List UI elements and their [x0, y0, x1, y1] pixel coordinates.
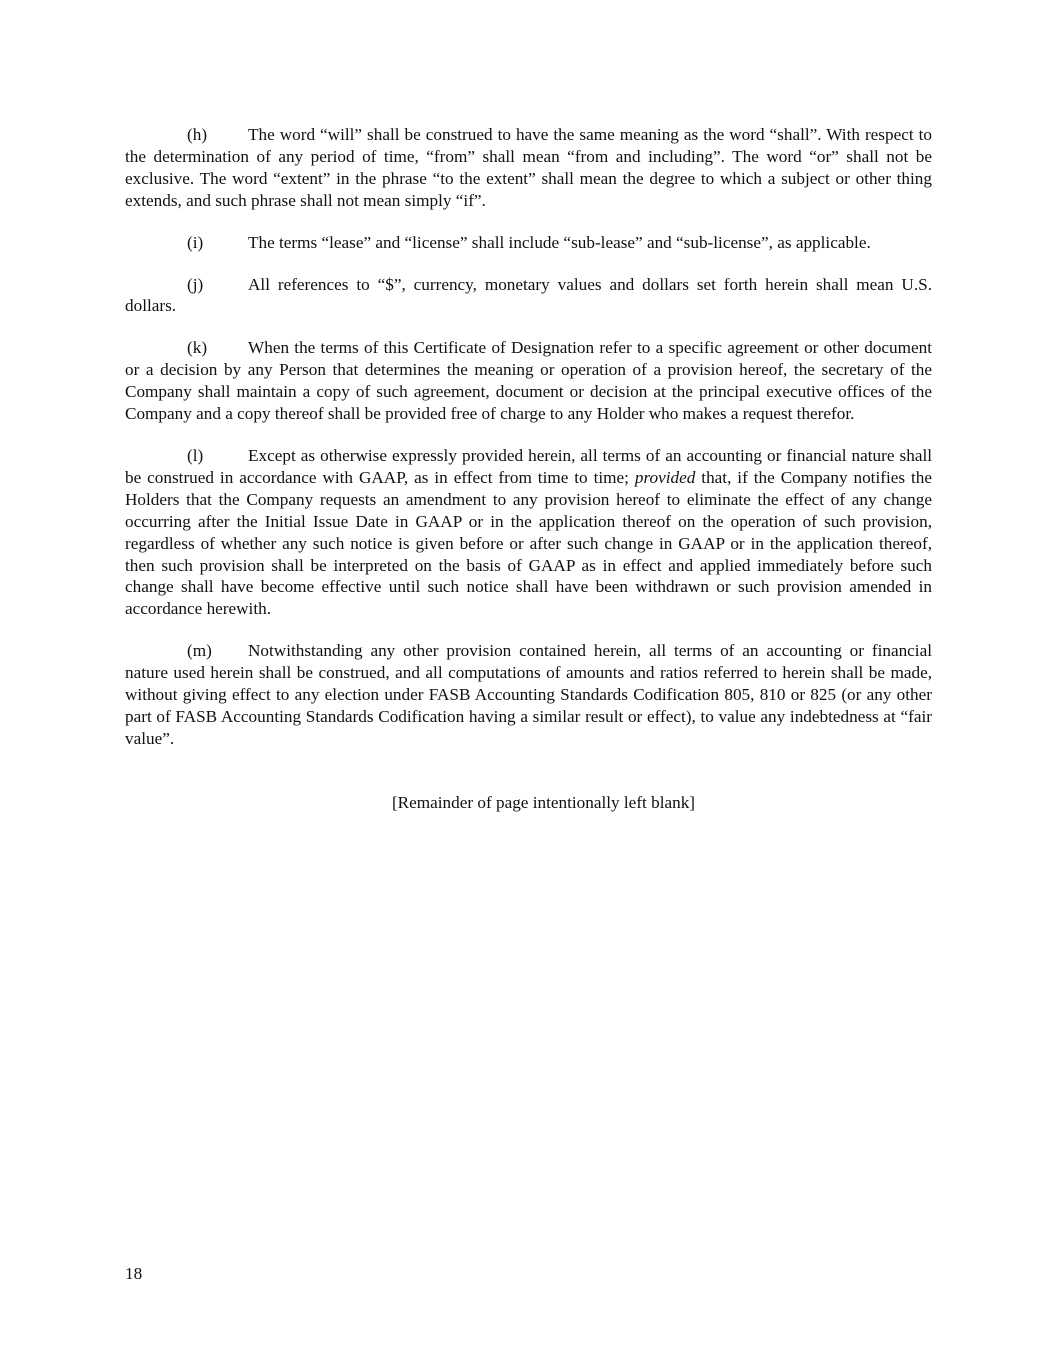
paragraph-j — [125, 274, 932, 318]
paragraph-text-after: that, if the Company notifies the Holders that the Company requests an amendment to any provision hereof to eliminate the effect of any change occurring after the Initial Issue Date in GAAP or in the application thereof on the operation of such provision, regardless of whether any such notice is given before or after such change in GAAP or in the application thereof, then such provision shall be interpreted on the basis of GAAP as in effect and applied immediately before such change shall have become effective until such notice shall have been withdrawn or such provision amended in accordance herewith. — [125, 467, 932, 619]
paragraph-h — [125, 124, 932, 212]
paragraph-label: (j) — [187, 274, 204, 294]
document-page — [125, 124, 932, 812]
paragraph-text: The terms “lease” and “license” shall include “sub-lease” and “sub-license”, as applicable. — [248, 232, 871, 252]
paragraph-i — [125, 232, 932, 254]
paragraph-l — [125, 445, 932, 620]
paragraph-label: (k) — [187, 338, 208, 358]
paragraph-text: All references to “$”, currency, monetary values and dollars set forth herein shall mean U.S. dollars. — [125, 274, 932, 316]
paragraph-text: The word “will” shall be construed to have the same meaning as the word “shall”. With respect to the determination of any period of time, “from” shall mean “from and including”. The word “or” shall not be exclusive. The word “extent” in the phrase “to the extent” shall mean the degree to which a subject or other thing extends, and such phrase shall not mean simply “if”. — [125, 125, 932, 210]
paragraph-label: (h) — [187, 125, 208, 144]
paragraph-text-before: Except as otherwise expressly provided herein, all terms of an accounting or financial nature shall be construed in accordance with GAAP, as in effect from time to time; — [125, 445, 932, 487]
paragraph-m — [125, 640, 932, 750]
paragraph-label: (i) — [187, 232, 204, 252]
paragraph-label: (l) — [187, 445, 204, 465]
page-number: 18 — [125, 1264, 143, 1283]
paragraph-label: (m) — [187, 641, 212, 661]
paragraph-k — [125, 337, 932, 425]
paragraph-text-italic: provided — [634, 467, 696, 487]
paragraph-text: When the terms of this Certificate of Designation refer to a specific agreement or other document or a decision by any Person that determines the meaning or operation of a provision hereof, the secretary of the Company shall maintain a copy of such agreement, document or decision at the principal executive offices of the Company and a copy thereof shall be provided free of charge to any Holder who makes a request therefor. — [125, 338, 932, 424]
remainder-note: [Remainder of page intentionally left blank] — [391, 793, 696, 812]
paragraph-text: Notwithstanding any other provision contained herein, all terms of an accounting or financial nature used herein shall be construed, and all computations of amounts and ratios referred to herein shall be made, without giving effect to any election under FASB Accounting Standards Codification 805, 810 or 825 (or any other part of FASB Accounting Standards Codification having a similar result or effect), to value any indebtedness at “fair value”. — [125, 641, 932, 748]
